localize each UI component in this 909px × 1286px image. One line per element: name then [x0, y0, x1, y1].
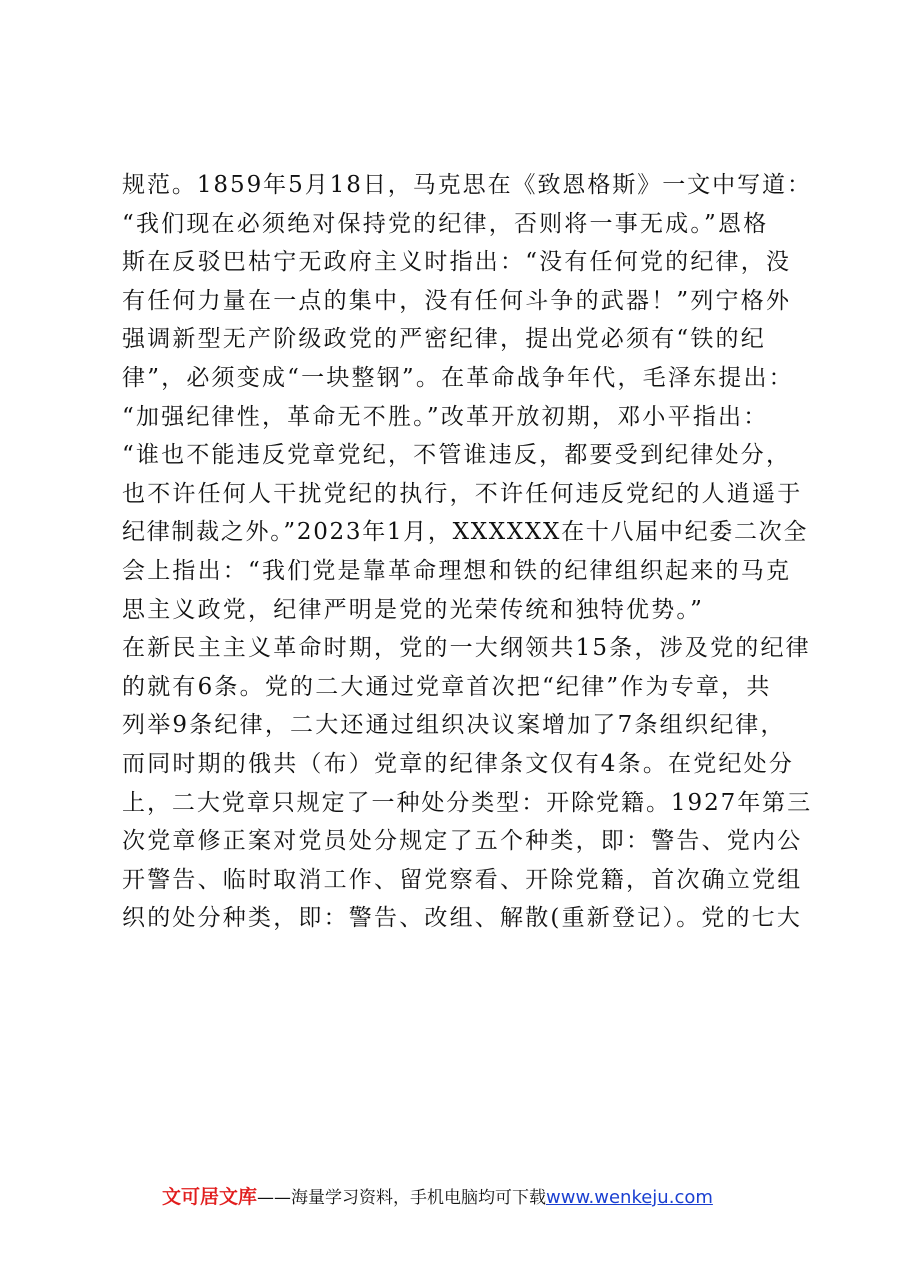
text-line: 列举9条纪律，二大还通过组织决议案增加了7条组织纪律，: [122, 712, 786, 739]
text-line: “我们现在必须绝对保持党的纪律，否则将一事无成。”恩格: [122, 210, 769, 237]
text-line: “谁也不能违反党章党纪，不管谁违反，都要受到纪律处分，: [122, 442, 792, 469]
text-line: 开警告、临时取消工作、留党察看、开除党籍，首次确立党组: [122, 866, 803, 893]
text-line: 纪律制裁之外。”2023年1月，XXXXXX在十八届中纪委二次全: [122, 519, 809, 546]
text-line: 上，二大党章只规定了一种处分类型：开除党籍。1927年第三: [122, 789, 813, 816]
website-link[interactable]: www.wenkeju.com: [546, 1187, 713, 1208]
brand-name: 文可居文库: [162, 1186, 258, 1208]
footer-slogan: ——海量学习资料，手机电脑均可下载: [257, 1188, 547, 1208]
text-line: 次党章修正案对党员处分规定了五个种类，即：警告、党内公: [122, 828, 803, 855]
text-line: 而同时期的俄共（布）党章的纪律条文仅有4条。在党纪处分: [122, 750, 795, 777]
text-line: 在新民主主义革命时期，党的一大纲领共15条，涉及党的纪律: [122, 635, 811, 662]
text-line: 会上指出：“我们党是靠革命理想和铁的纪律组织起来的马克: [122, 557, 792, 584]
text-line: 思主义政党，纪律严明是党的光荣传统和独特优势。”: [122, 596, 705, 623]
text-line: “加强纪律性，革命无不胜。”改革开放初期，邓小平指出：: [122, 403, 769, 430]
text-line: 规范。1859年5月18日，马克思在《致恩格斯》一文中写道：: [122, 172, 812, 198]
text-line: 斯在反驳巴枯宁无政府主义时指出：“没有任何党的纪律，没: [122, 249, 792, 276]
document-body: [122, 166, 813, 938]
text-line: 织的处分种类，即：警告、改组、解散(重新登记）。党的七大: [122, 905, 803, 932]
text-line: 有任何力量在一点的集中，没有任何斗争的武器！”列宁格外: [122, 287, 792, 314]
text-line: 律”，必须变成“一块整钢”。在革命战争年代，毛泽东提出：: [122, 364, 794, 391]
text-line: 也不许任何人干扰党纪的执行，不许任何违反党纪的人逍遥于: [122, 480, 803, 507]
footer-banner: [162, 1184, 713, 1210]
text-line: 的就有6条。党的二大通过党章首次把“纪律”作为专章，共: [122, 673, 772, 700]
text-line: 强调新型无产阶级政党的严密纪律，提出党必须有“铁的纪: [122, 326, 766, 353]
